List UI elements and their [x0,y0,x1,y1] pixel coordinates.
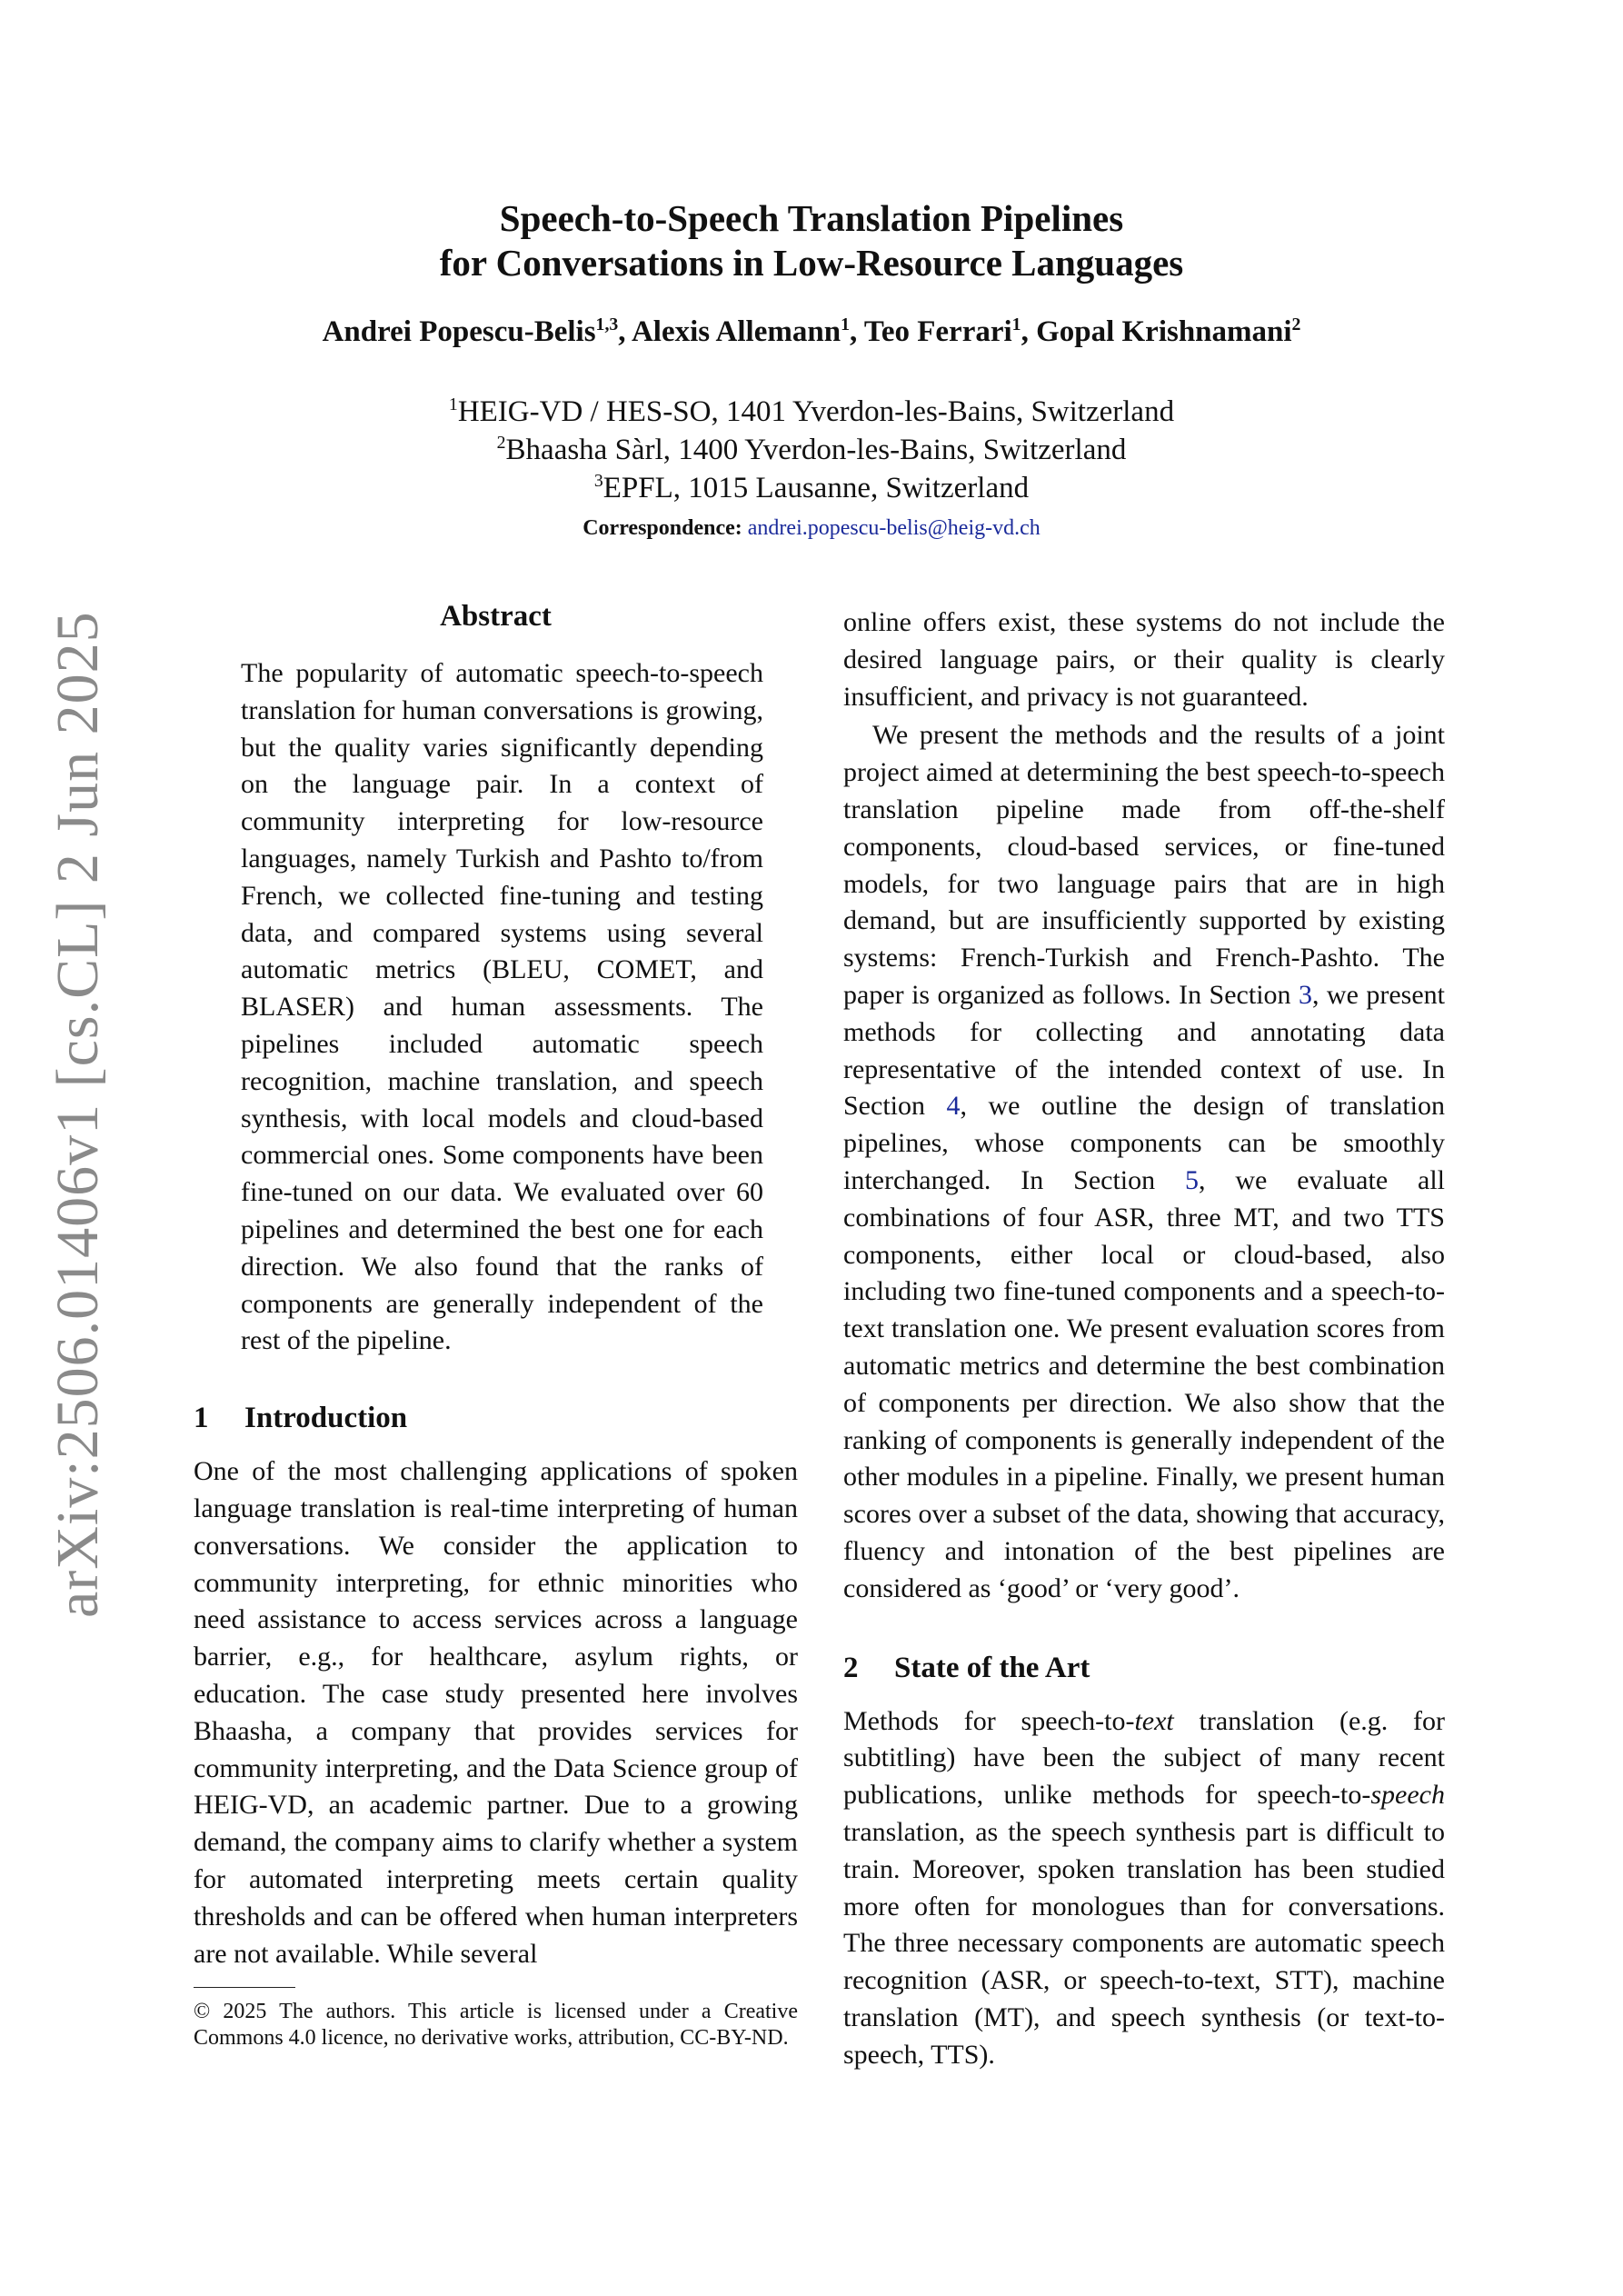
para-text: Methods for speech-to- [843,1705,1135,1736]
affiliation [0,393,1623,431]
author-name: Gopal Krishnamani [1036,315,1292,348]
affil-number: 1 [448,394,458,414]
right-column [843,604,1445,2073]
author-name: Alexis Allemann [631,315,841,348]
intro-paragraph-1: One of the most challenging applications of spoken language translation is real-time interpreting of human conversations. We consider the application to community interpreting, for ethnic minorities who need assistance to access services across a language barrier, e.g., for healthcare, asylum rights, or education. The case study presented here involves Bhaasha, a company that provides services for community interpreting, and the Data Science group of HEIG-VD, an academic partner. Due to a growing demand, the company aims to clarify whether a system for automated interpreting meets certain quality thresholds and can be offered when human interpreters are not available. While several [194,1456,798,1969]
title-line-1: Speech-to-Speech Translation Pipelines [499,197,1124,239]
intro-paragraph-2 [843,717,1445,1607]
para-text: translation (e.g. for subtitling) have been the subject of many recent publications, unlike methods for speech-to- [843,1705,1446,1811]
intro-paragraph-1-continued: online offers exist, these systems do not include the desired language pairs, or their quality is clearly insufficient, and privacy is not guaranteed. [843,607,1445,712]
para-text: We present the methods and the results of a joint project aimed at determining the best speech-to-speech translation pipeline made from off-the-shelf components, cloud-based services, or fine-tuned models, for two language pairs that are in high demand, but are insufficiently supported by existing systems: French-Turkish and French-Pashto. The paper is organized as follows. In Section [843,720,1445,1010]
section-number: 2 [843,1651,859,1684]
section-number: 1 [194,1402,209,1435]
affil-number: 2 [496,433,506,453]
arxiv-stamp: arXiv:2506.01406v1 [cs.CL] 2 Jun 2025 [45,611,111,1618]
abstract-heading: Abstract [440,600,552,633]
left-column [194,600,798,2051]
author-affil-mark: 1 [841,314,850,334]
section-ref-link[interactable]: 4 [946,1091,961,1122]
section-ref-link[interactable]: 3 [1298,979,1312,1010]
section-title: State of the Art [894,1651,1090,1684]
author-list: Andrei Popescu-Belis$^{1,3}$, Alexis Allemann$^1$, Teo Ferrari$^1$, Gopal Krishnamani$^2$ [322,314,1301,348]
section-ref-link[interactable]: 5 [1185,1164,1199,1195]
correspondence [0,516,1623,541]
section-2-heading [843,1652,1445,1685]
para-text: , we evaluate all combinations of four ASR, three MT, and two TTS components, either local or cloud-based, also including two fine-tuned components and a speech-to-text translation one. We present evaluation scores from automatic metrics and determine the best combination of components per direction. We also show that the ranking of components is generally independent of the other modules in a pipeline. Finally, we present human scores over a subset of the data, showing that accuracy, fluency and intonation of the best pipelines are considered as ‘good’ or ‘very good’. [843,1164,1445,1603]
paper-title [0,196,1623,285]
para-text: translation, as the speech synthesis part is difficult to train. Moreover, spoken translation has been studied more often for monologues than for conversations. The three necessary components are automatic speech recognition (ASR, or speech-to-text, STT), machine translation (MT), and speech synthesis (or text-to-speech, TTS). [843,1816,1445,2070]
affil-number: 3 [593,471,603,491]
affil-text: HEIG-VD / HES-SO, 1401 Yverdon-les-Bains, Switzerland [457,395,1175,428]
author-affil-mark: 1 [1011,314,1021,334]
affiliation [0,431,1623,469]
affil-text: EPFL, 1015 Lausanne, Switzerland [602,472,1030,504]
author-affil-mark: 2 [1291,314,1301,334]
title-line-2: for Conversations in Low-Resource Languages [439,242,1184,284]
state-of-art-paragraph [843,1703,1445,2074]
emphasis: text [1134,1705,1174,1736]
para-text: , we present methods for collecting and annotating data representative of the intended context of use. In Section [843,979,1445,1122]
section-1-heading [194,1402,798,1435]
author-name: Andrei Popescu-Belis [322,315,596,348]
affiliation [0,469,1623,507]
license-footnote: © 2025 The authors. This article is licensed under a Creative Commons 4.0 licence, no derivative works, attribution, CC-BY-ND. [194,2000,798,2051]
emphasis: speech [1370,1780,1445,1811]
para-text: , we outline the design of translation pipelines, whose components can be smoothly interchanged. In Section [843,1091,1445,1195]
footnote-rule [194,1987,295,1988]
abstract-text: The popularity of automatic speech-to-speech translation for human conversations is growing, but the quality varies significantly depending on the language pair. In a context of community interpreting for low-resource languages, namely Turkish and Pashto to/from French, we collected fine-tuning and testing data, and compared systems using several automatic metrics (BLEU, COMET, and BLASER) and human assessments. The pipelines included automatic speech recognition, machine translation, and speech synthesis, with local models and cloud-based commercial ones. Some components have been fine-tuned on our data. We evaluated over 60 pipelines and determined the best one for each direction. We also found that the ranks of components are generally independent of the rest of the pipeline. [241,658,763,1356]
correspondence-label: Correspondence: [582,516,742,540]
affil-text: Bhaasha Sàrl, 1400 Yverdon-les-Bains, Switzerland [505,434,1127,466]
affiliation-list [0,393,1623,507]
author-affil-mark: 1,3 [595,314,619,334]
author-name: Teo Ferrari [863,315,1012,348]
section-title: Introduction [244,1402,408,1435]
correspondence-email-link[interactable]: andrei.popescu-belis@heig-vd.ch [747,516,1041,540]
